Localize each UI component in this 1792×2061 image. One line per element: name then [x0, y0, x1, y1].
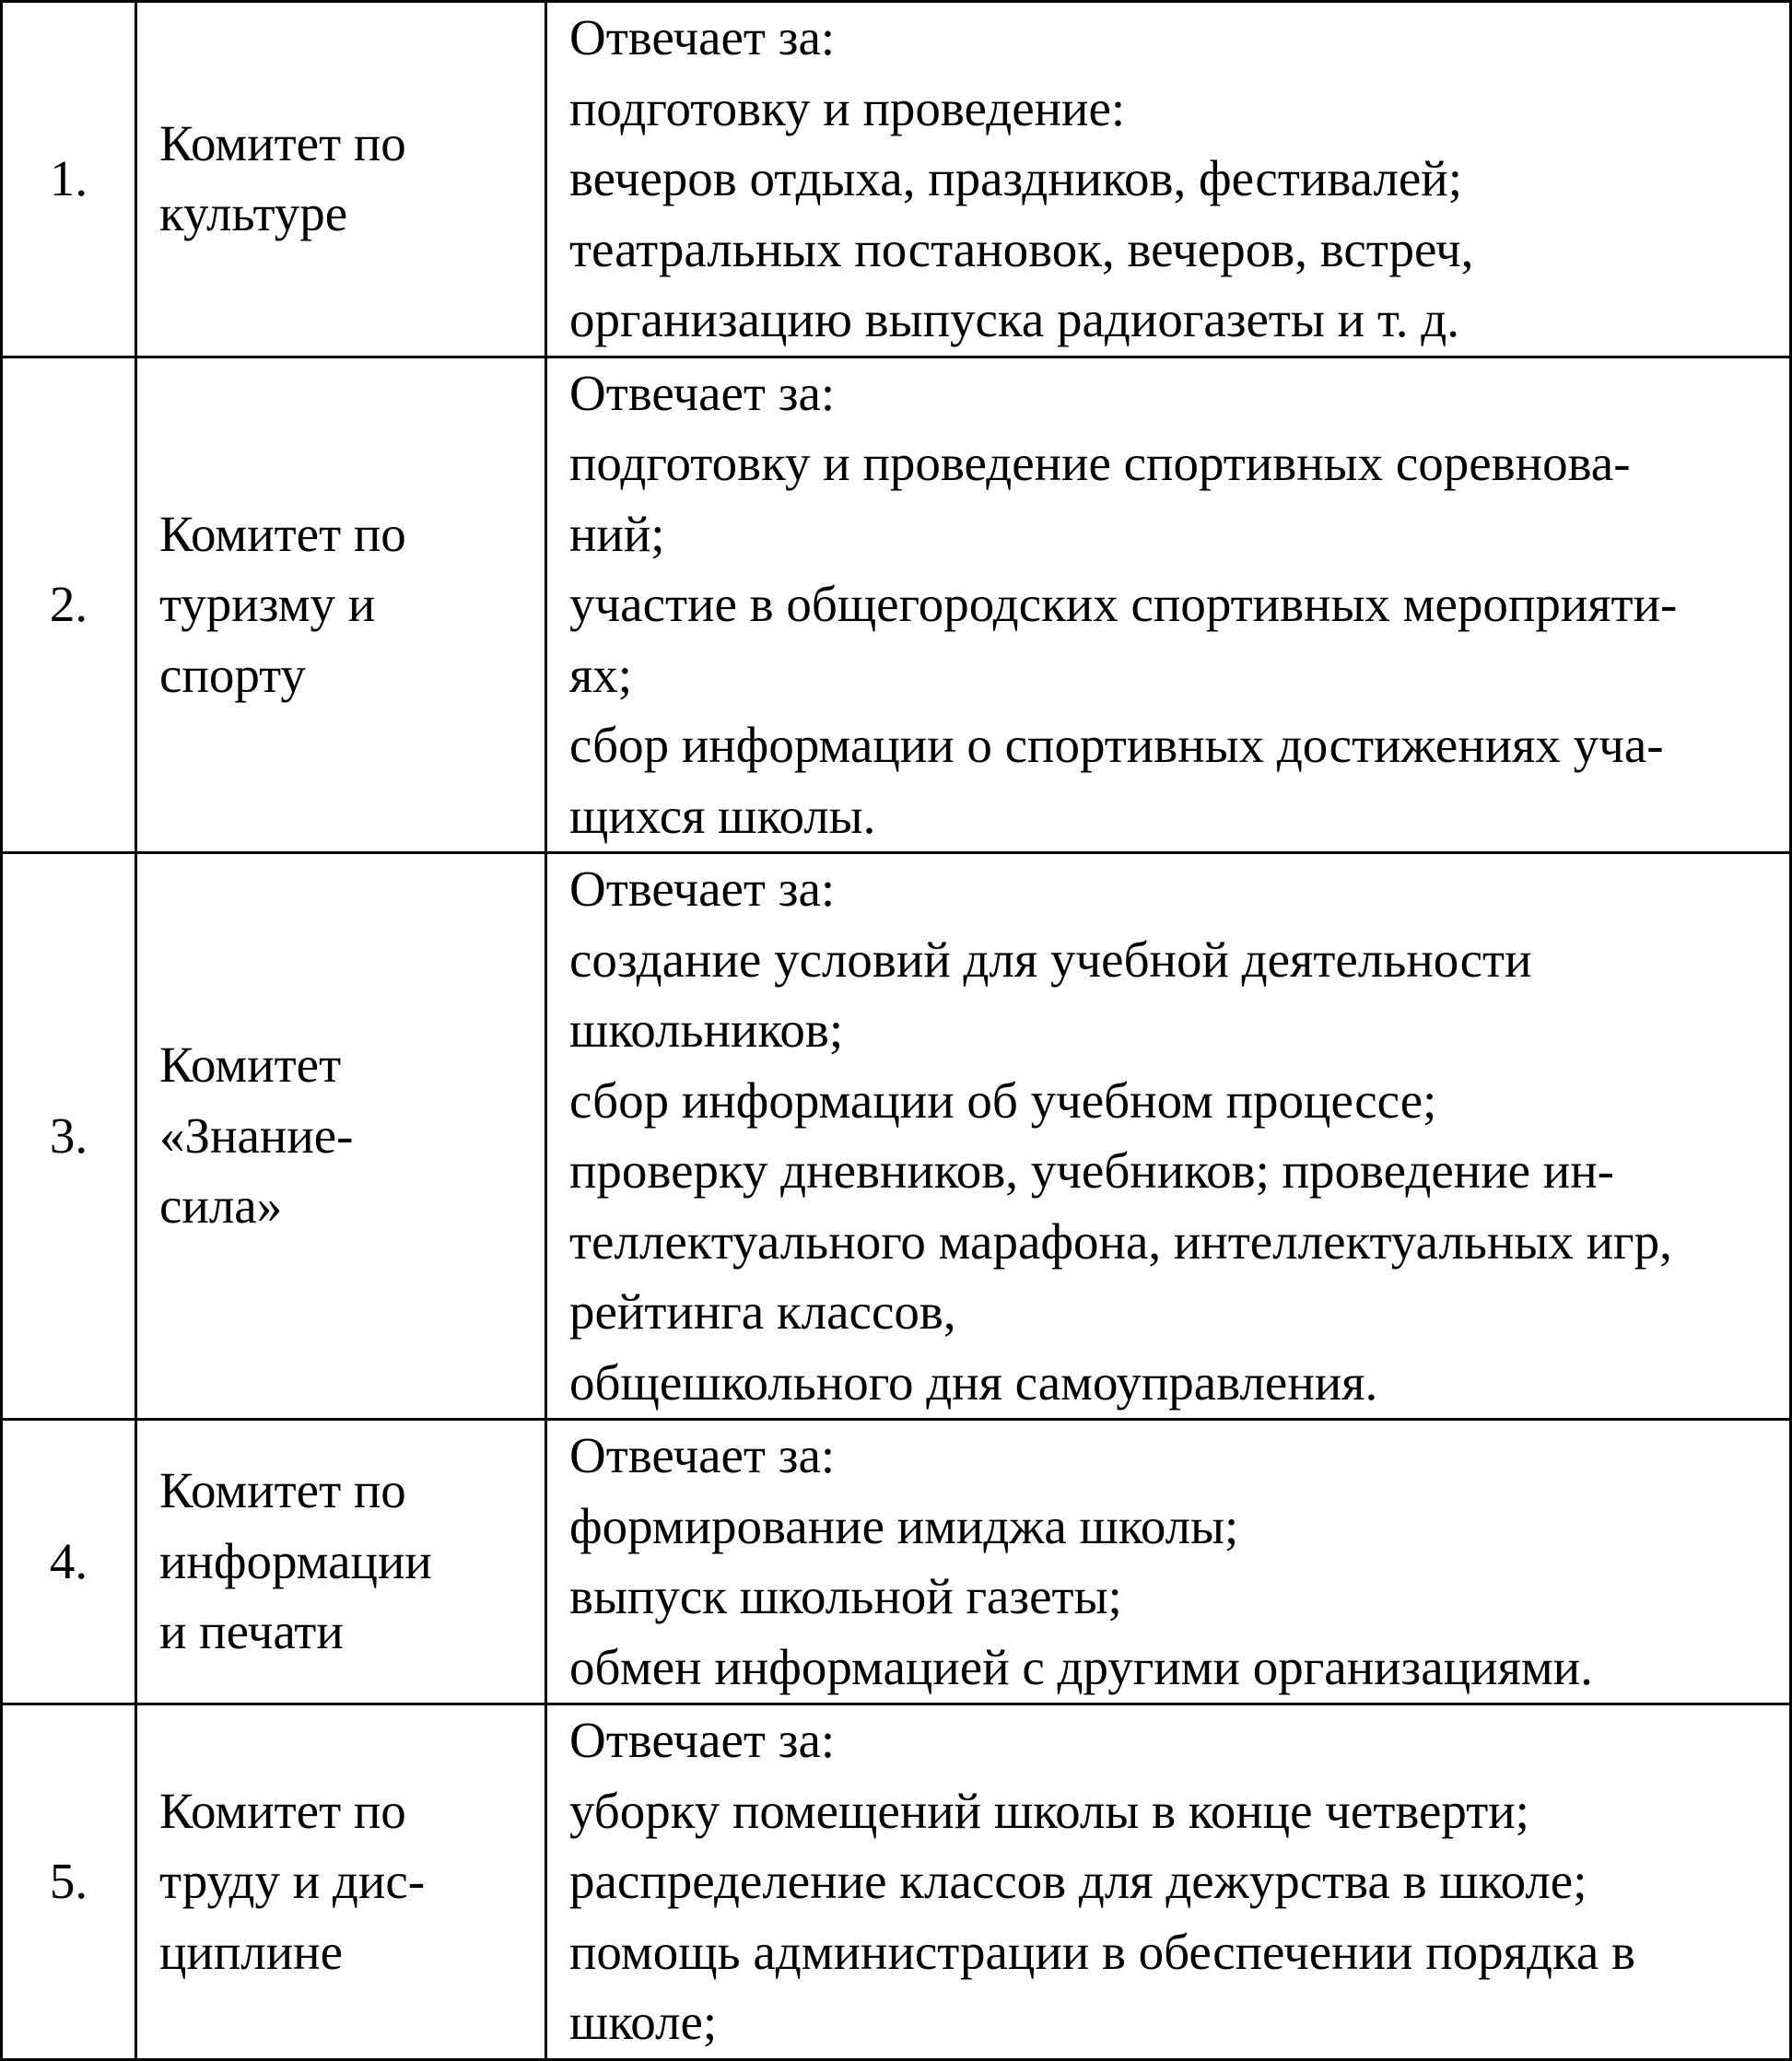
- committee-duties: [546, 1704, 1791, 2060]
- duty-line: Отвечает за:: [569, 1427, 836, 1483]
- duty-line: Отвечает за:: [569, 364, 836, 421]
- table-row: [2, 1704, 1791, 2060]
- duty-line: театральных постановок, вечеров, встреч,: [569, 220, 1474, 277]
- row-number: 3.: [2, 853, 136, 1420]
- duty-line: уборку помещений школы в конце четверти;: [569, 1782, 1529, 1839]
- duty-line: обмен информацией с другими организациями.: [569, 1638, 1593, 1695]
- duty-line: выпуск школьной газеты;: [569, 1568, 1122, 1624]
- duty-line: общешкольного дня самоуправления.: [569, 1353, 1378, 1411]
- duty-line: помощь администрации в обеспечении порядка в: [569, 1923, 1635, 1980]
- duty-line: Отвечает за:: [569, 1712, 836, 1768]
- duty-line: подготовку и проведение:: [569, 79, 1126, 136]
- committee-name-line: Комитет по: [159, 1462, 406, 1519]
- table-row: [2, 853, 1791, 1420]
- duty-line: ях;: [569, 646, 633, 703]
- committee-name-line: «Знание-: [159, 1107, 354, 1164]
- duty-line: сбор информации об учебном процессе;: [569, 1071, 1437, 1129]
- committee-duties: [546, 1420, 1791, 1704]
- committee-name: [136, 1704, 546, 2060]
- table-row: [2, 1420, 1791, 1704]
- row-number: 1.: [2, 2, 136, 357]
- duty-line: создание условий для учебной деятельности: [569, 931, 1532, 988]
- committee-name-line: Комитет по: [159, 505, 406, 562]
- committee-name-line: туризму и: [159, 576, 376, 632]
- duty-line: школе;: [569, 1994, 718, 2050]
- row-number: 4.: [2, 1420, 136, 1704]
- committee-duties: [546, 853, 1791, 1420]
- duty-line: участие в общегородских спортивных мероприяти-: [569, 576, 1678, 632]
- duty-line: рейтинга классов,: [569, 1283, 956, 1340]
- committee-name-line: циплине: [159, 1923, 344, 1980]
- duty-line: ний;: [569, 505, 665, 562]
- committee-name-line: Комитет: [159, 1036, 342, 1094]
- duty-line: теллектуального марафона, интеллектуальных игр,: [569, 1212, 1672, 1270]
- duty-line: вечеров отдыха, праздников, фестивалей;: [569, 150, 1463, 206]
- committee-name-line: сила»: [159, 1177, 283, 1235]
- committee-name-line: информации: [159, 1532, 432, 1589]
- duty-line: распределение классов для дежурства в школе;: [569, 1853, 1587, 1909]
- duty-line: щихся школы.: [569, 787, 876, 844]
- duty-line: формирование имиджа школы;: [569, 1497, 1239, 1554]
- duty-line: сбор информации о спортивных достижениях уча-: [569, 717, 1664, 773]
- duty-line: проверку дневников, учебников; проведение ин-: [569, 1142, 1614, 1199]
- committee-name-line: Комитет по: [159, 114, 406, 171]
- duty-line: организацию выпуска радиогазеты и т. д.: [569, 291, 1459, 347]
- row-number: 5.: [2, 1704, 136, 2060]
- committee-duties: [546, 357, 1791, 853]
- duty-line: Отвечает за:: [569, 861, 836, 917]
- committee-name-line: Комитет по: [159, 1782, 406, 1839]
- committee-name-line: спорту: [159, 646, 306, 703]
- table-row: [2, 2, 1791, 357]
- committee-duties: [546, 2, 1791, 357]
- committee-name: [136, 2, 546, 357]
- committee-name: [136, 357, 546, 853]
- duty-line: школьников;: [569, 1001, 844, 1058]
- row-number: 2.: [2, 357, 136, 853]
- duty-line: Отвечает за:: [569, 9, 836, 65]
- table-row: [2, 357, 1791, 853]
- committee-name: [136, 853, 546, 1420]
- duty-line: подготовку и проведение спортивных соревнова-: [569, 435, 1631, 491]
- committee-name-line: и печати: [159, 1603, 344, 1660]
- committee-name-line: культуре: [159, 185, 348, 242]
- committee-name: [136, 1420, 546, 1704]
- committee-name-line: труду и дис-: [159, 1853, 426, 1909]
